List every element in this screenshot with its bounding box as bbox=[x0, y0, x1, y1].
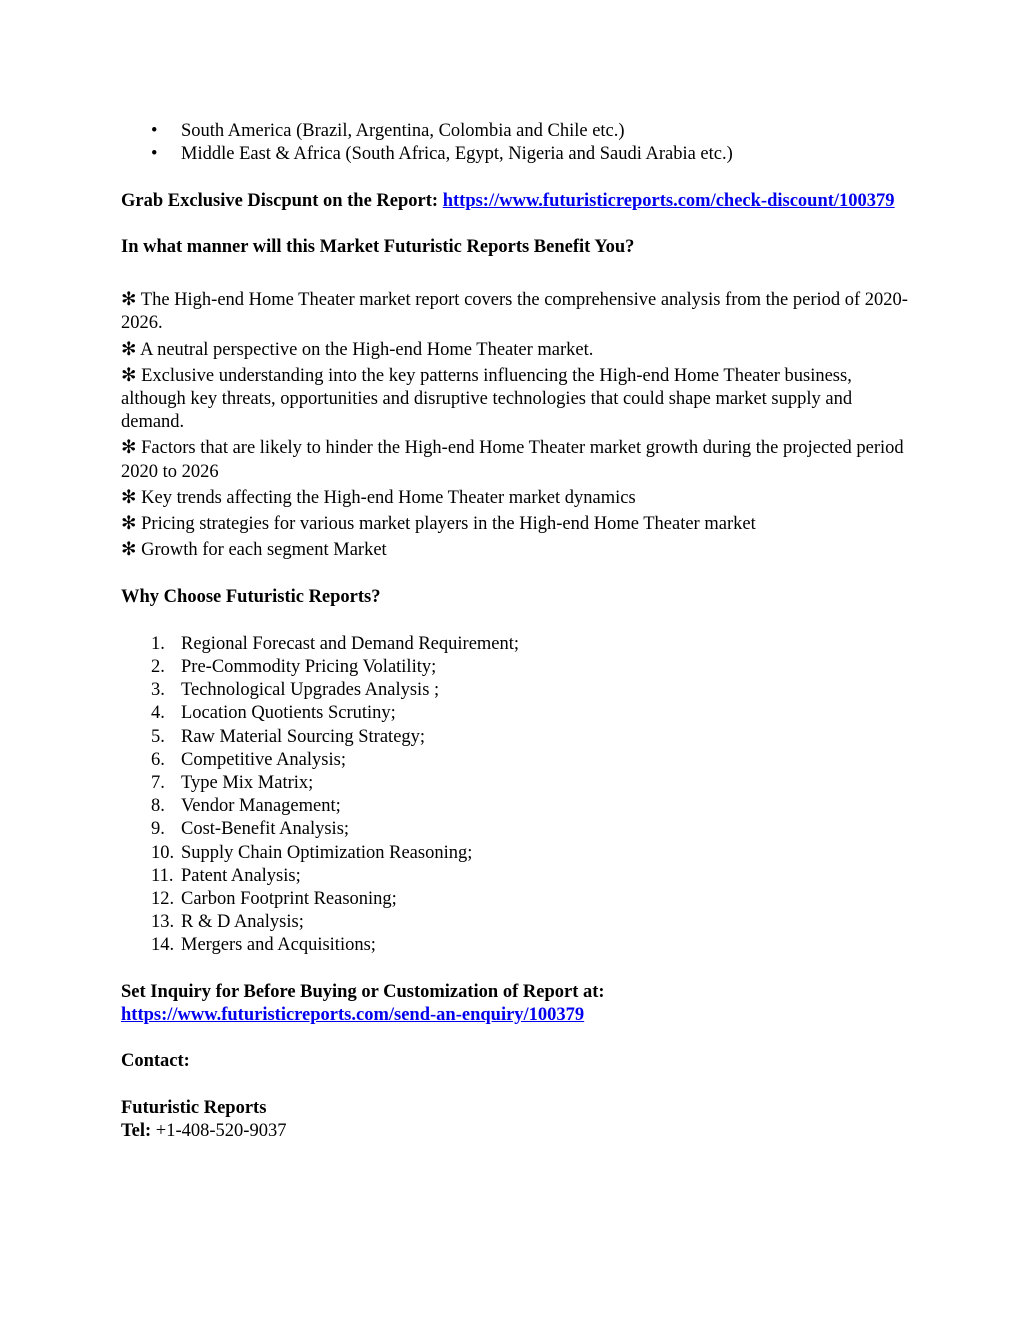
reason-text: Regional Forecast and Demand Requirement; bbox=[181, 633, 520, 654]
region-text: Middle East & Africa (South Africa, Egypt, Nigeria and Saudi Arabia etc.) bbox=[181, 144, 733, 165]
list-item: ✻ The High-end Home Theater market report covers the comprehensive analysis from the period of 2020-2026. bbox=[121, 290, 908, 334]
list-item: ✻ Pricing strategies for various market players in the High-end Home Theater market bbox=[121, 514, 756, 535]
list-number: 5. bbox=[151, 726, 165, 747]
discount-label: Grab Exclusive Discpunt on the Report: bbox=[121, 190, 443, 211]
region-text: South America (Brazil, Argentina, Colombia and Chile etc.) bbox=[181, 121, 625, 141]
list-number: 4. bbox=[151, 703, 165, 724]
list-number: 11. bbox=[151, 865, 174, 886]
list-item: ✻ A neutral perspective on the High-end Home Theater market. bbox=[121, 339, 594, 360]
phone-line bbox=[121, 1120, 911, 1143]
list-number: 10. bbox=[151, 842, 175, 863]
reason-text: Patent Analysis; bbox=[181, 865, 301, 886]
list-number: 7. bbox=[151, 773, 165, 794]
discount-link[interactable]: https://www.futuristicreports.com/check-discount/100379 bbox=[442, 190, 895, 211]
reason-text: Cost-Benefit Analysis; bbox=[181, 819, 350, 840]
discount-paragraph bbox=[121, 190, 911, 213]
list-item bbox=[121, 726, 911, 749]
reason-text: Supply Chain Optimization Reasoning; bbox=[181, 842, 473, 863]
list-item bbox=[121, 702, 911, 725]
benefit-heading: In what manner will this Market Futuristic Reports Benefit You? bbox=[121, 236, 635, 257]
list-number: 1. bbox=[151, 633, 165, 654]
contact-heading: Contact: bbox=[121, 1051, 190, 1072]
reasons-list bbox=[121, 633, 911, 958]
reason-text: Technological Upgrades Analysis ; bbox=[181, 680, 440, 701]
reason-text: Competitive Analysis; bbox=[181, 749, 346, 770]
list-number: 9. bbox=[151, 819, 165, 840]
tel-value: +1-408-520-9037 bbox=[151, 1121, 287, 1142]
inquiry-label: Set Inquiry for Before Buying or Customization of Report at: bbox=[121, 981, 605, 1002]
reason-text: Vendor Management; bbox=[181, 796, 341, 817]
regions-list bbox=[121, 120, 911, 166]
list-item bbox=[121, 143, 911, 166]
list-item: ✻ Growth for each segment Market bbox=[121, 540, 387, 561]
list-item bbox=[121, 911, 911, 934]
list-item bbox=[121, 795, 911, 818]
bullet-icon: • bbox=[151, 121, 158, 141]
reason-text: Carbon Footprint Reasoning; bbox=[181, 889, 397, 910]
company-name: Futuristic Reports bbox=[121, 1097, 267, 1118]
reason-text: Location Quotients Scrutiny; bbox=[181, 703, 396, 724]
list-item: ✻ Factors that are likely to hinder the High-end Home Theater market growth during the projected period 2020 to 2026 bbox=[121, 438, 904, 482]
reason-text: Mergers and Acquisitions; bbox=[181, 935, 376, 956]
list-number: 6. bbox=[151, 749, 165, 770]
reason-text: Type Mix Matrix; bbox=[181, 773, 314, 794]
list-item bbox=[121, 679, 911, 702]
list-item bbox=[121, 865, 911, 888]
list-number: 3. bbox=[151, 680, 165, 701]
tel-label: Tel: bbox=[121, 1121, 152, 1142]
list-item bbox=[121, 772, 911, 795]
list-item bbox=[121, 818, 911, 841]
list-item: ✻ Exclusive understanding into the key patterns influencing the High-end Home Theater business, although key threats, opportunities and disruptive technologies that could shape market supply and demand. bbox=[121, 365, 853, 433]
list-item bbox=[121, 120, 911, 143]
reason-text: R & D Analysis; bbox=[181, 912, 304, 933]
bullet-icon: • bbox=[151, 144, 158, 165]
why-heading: Why Choose Futuristic Reports? bbox=[121, 587, 381, 608]
list-number: 2. bbox=[151, 657, 165, 678]
list-item bbox=[121, 749, 911, 772]
inquiry-link[interactable]: https://www.futuristicreports.com/send-an-enquiry/100379 bbox=[121, 1005, 585, 1026]
list-item bbox=[121, 934, 911, 957]
list-number: 13. bbox=[151, 912, 175, 933]
list-item: ✻ Key trends affecting the High-end Home Theater market dynamics bbox=[121, 487, 636, 508]
benefits-list bbox=[121, 289, 911, 562]
reason-text: Raw Material Sourcing Strategy; bbox=[181, 726, 426, 747]
list-number: 14. bbox=[151, 935, 175, 956]
list-item bbox=[121, 656, 911, 679]
reason-text: Pre-Commodity Pricing Volatility; bbox=[181, 657, 437, 678]
list-number: 12. bbox=[151, 889, 175, 910]
list-item bbox=[121, 842, 911, 865]
list-item bbox=[121, 888, 911, 911]
document-page bbox=[121, 120, 911, 1143]
list-item bbox=[121, 633, 911, 656]
list-number: 8. bbox=[151, 796, 165, 817]
